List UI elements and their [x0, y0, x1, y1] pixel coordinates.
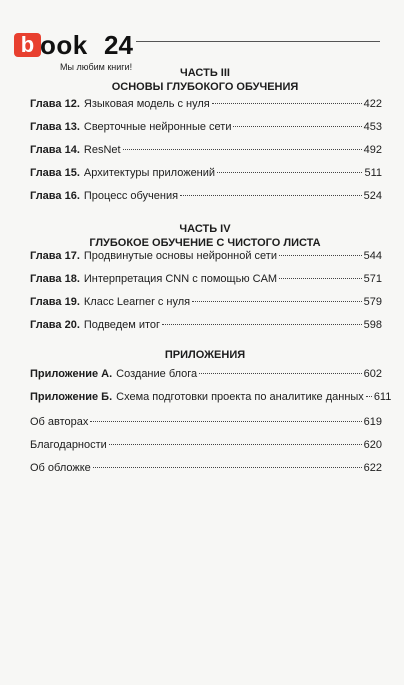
toc-entry[interactable]: [30, 462, 382, 485]
leader-dots: [162, 324, 362, 325]
chapter-title: Продвинутые основы нейронной сети: [83, 250, 277, 262]
leader-dots: [217, 172, 362, 173]
page-number: 544: [363, 250, 382, 262]
back-matter-toc: [30, 416, 382, 485]
part4-toc: [30, 250, 382, 342]
logo-b-badge: b: [14, 33, 41, 57]
appendix-title: Схема подготовки проекта по аналитике данных: [116, 391, 364, 403]
chapter-number: Глава 15.: [30, 167, 80, 179]
appendix-number: Приложение А.: [30, 368, 113, 380]
toc-entry[interactable]: [30, 319, 382, 342]
chapter-number: Глава 17.: [30, 250, 80, 262]
page-number: 571: [363, 273, 382, 285]
toc-entry[interactable]: [30, 190, 382, 213]
entry-title: Об авторах: [30, 416, 89, 428]
appendices-title: ПРИЛОЖЕНИЯ: [164, 349, 246, 361]
page-number: 453: [363, 121, 382, 133]
toc-entry[interactable]: [30, 273, 382, 296]
entry-title: Благодарности: [30, 439, 107, 451]
leader-dots: [279, 278, 362, 279]
chapter-number: Глава 12.: [30, 98, 80, 110]
toc-entry[interactable]: [30, 250, 382, 273]
toc-entry[interactable]: [30, 439, 382, 462]
part4-title: ГЛУБОКОЕ ОБУЧЕНИЕ С ЧИСТОГО ЛИСТА: [89, 237, 321, 249]
leader-dots: [90, 421, 361, 422]
toc-entry[interactable]: [30, 144, 382, 167]
page-number: 422: [363, 98, 382, 110]
page-number: 492: [363, 144, 382, 156]
leader-dots: [109, 444, 362, 445]
leader-dots: [199, 373, 361, 374]
toc-entry[interactable]: [30, 368, 382, 391]
page-number: 511: [364, 167, 382, 179]
appendix-title: Создание блога: [116, 368, 198, 380]
logo-word: ook: [40, 30, 88, 60]
leader-dots: [93, 467, 362, 468]
chapter-title: ResNet: [83, 144, 121, 156]
part3-title: ОСНОВЫ ГЛУБОКОГО ОБУЧЕНИЯ: [111, 81, 299, 93]
page-number: 524: [363, 190, 382, 202]
chapter-title: Архитектуры приложений: [83, 167, 216, 179]
chapter-number: Глава 14.: [30, 144, 80, 156]
leader-dots: [279, 255, 362, 256]
page-number: 611: [373, 391, 392, 403]
appendix-number: Приложение Б.: [30, 391, 113, 403]
part3-toc: [30, 98, 382, 213]
leader-dots: [366, 396, 372, 397]
chapter-title: Процесс обучения: [83, 190, 179, 202]
chapter-number: Глава 19.: [30, 296, 80, 308]
chapter-number: Глава 16.: [30, 190, 80, 202]
part3-heading: [30, 66, 380, 94]
toc-entry[interactable]: [30, 416, 382, 439]
leader-dots: [233, 126, 361, 127]
page-number: 622: [363, 462, 382, 474]
toc-entry[interactable]: [30, 391, 392, 414]
entry-title: Об обложке: [30, 462, 91, 474]
chapter-title: Сверточные нейронные сети: [83, 121, 232, 133]
leader-dots: [192, 301, 362, 302]
page-number: 602: [363, 368, 382, 380]
chapter-title: Подведем итог: [83, 319, 161, 331]
part4-label: ЧАСТЬ IV: [179, 223, 231, 235]
part3-label: ЧАСТЬ III: [180, 67, 230, 79]
page-number: 598: [363, 319, 382, 331]
logo-number: 24: [104, 30, 133, 60]
leader-dots: [123, 149, 362, 150]
toc-entry[interactable]: [30, 296, 382, 319]
chapter-number: Глава 18.: [30, 273, 80, 285]
chapter-title: Интерпретация CNN с помощью CAM: [83, 273, 278, 285]
part4-heading: [30, 222, 380, 250]
page-number: 619: [363, 416, 382, 428]
toc-entry[interactable]: [30, 98, 382, 121]
toc-entry[interactable]: [30, 121, 382, 144]
chapter-title: Языковая модель с нуля: [83, 98, 210, 110]
logo-tagline: Мы любим книги!: [60, 62, 133, 72]
chapter-number: Глава 13.: [30, 121, 80, 133]
chapter-title: Класс Learner с нуля: [83, 296, 191, 308]
appendices-toc: [30, 368, 392, 414]
chapter-number: Глава 20.: [30, 319, 80, 331]
page-number: 620: [363, 439, 382, 451]
toc-entry[interactable]: [30, 167, 382, 190]
header-rule: [136, 41, 380, 42]
appendices-heading: [30, 348, 380, 362]
leader-dots: [212, 103, 362, 104]
leader-dots: [180, 195, 362, 196]
page-number: 579: [363, 296, 382, 308]
